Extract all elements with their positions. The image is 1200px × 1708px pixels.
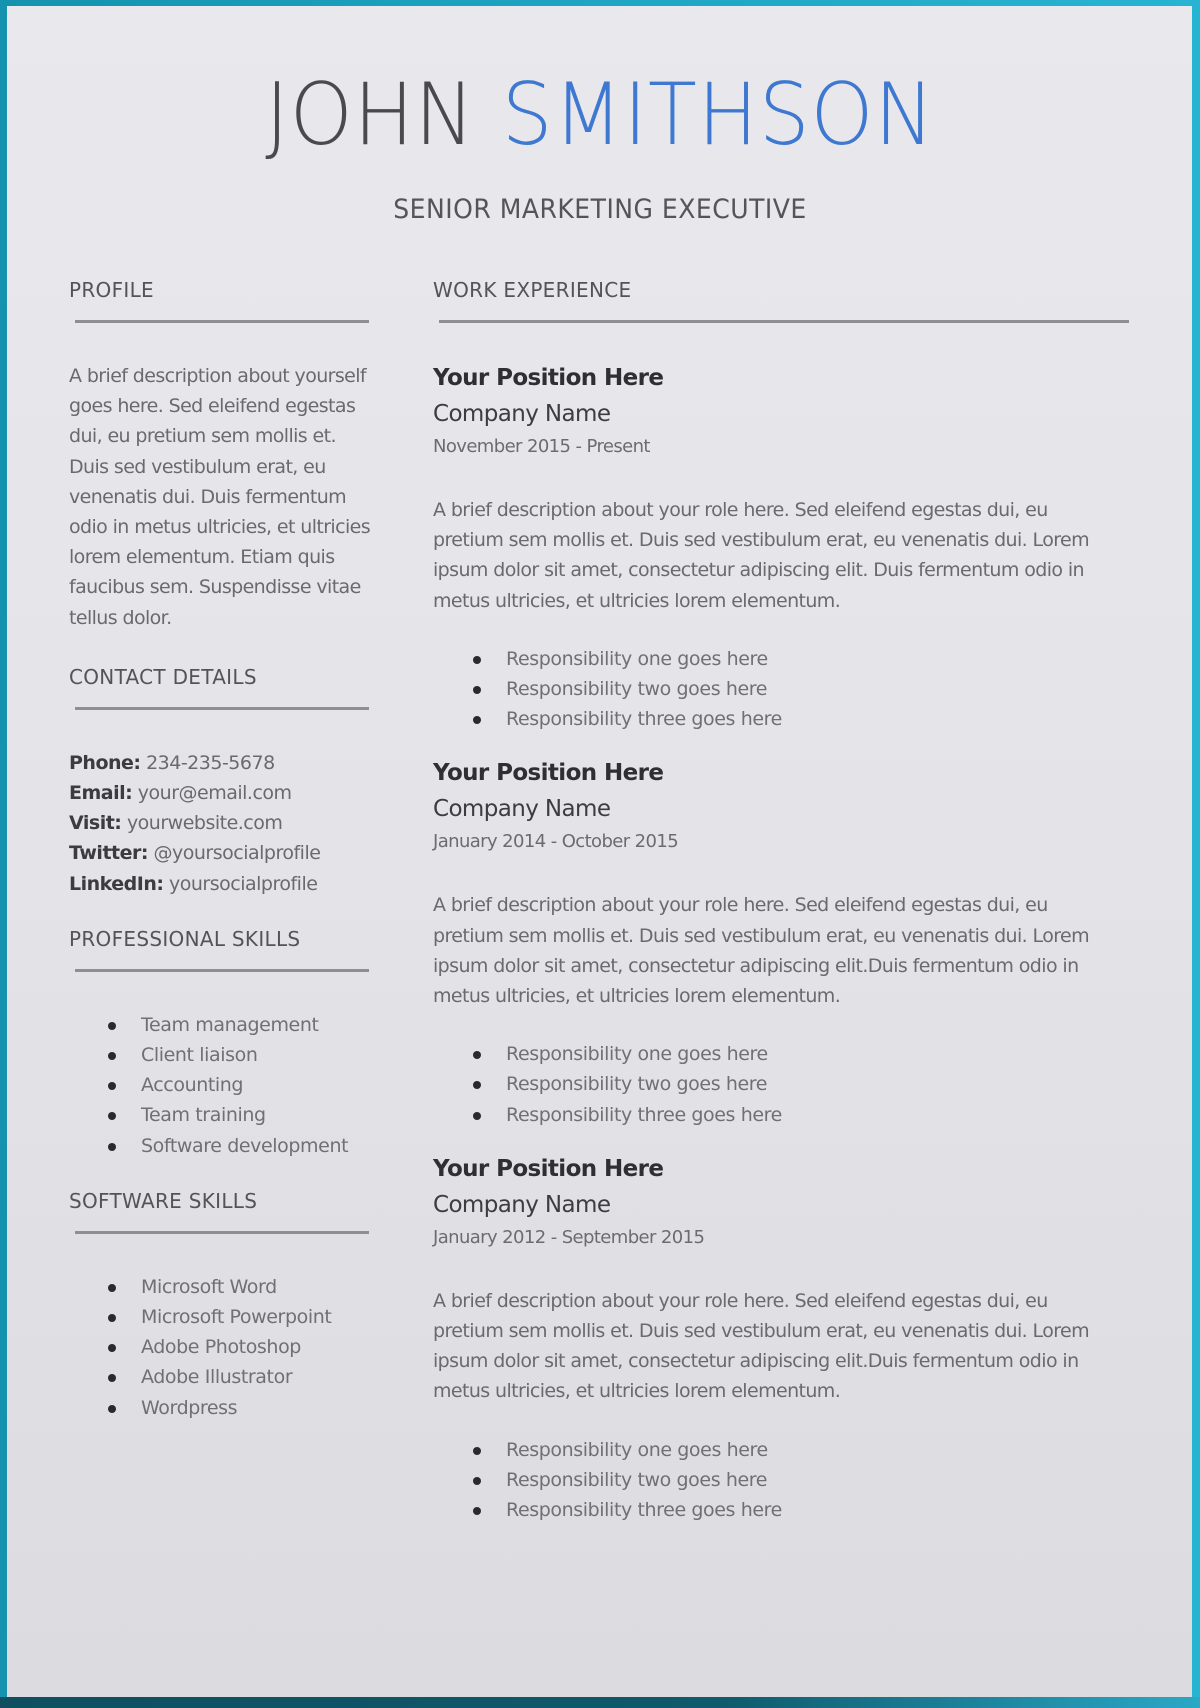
section-divider xyxy=(75,707,369,710)
professional-skills-heading: PROFESSIONAL SKILLS xyxy=(69,926,301,951)
list-item: Responsibility two goes here xyxy=(433,1465,1133,1495)
bullet-icon xyxy=(108,1082,116,1090)
software-skills-section xyxy=(69,1187,369,1423)
list-item: Accounting xyxy=(69,1070,369,1100)
work-experience-heading: WORK EXPERIENCE xyxy=(433,278,632,302)
job-company: Company Name xyxy=(433,1191,611,1218)
profile-heading: PROFILE xyxy=(69,278,154,302)
job-description: A brief description about your role here. Sed eleifend egestas dui, eu pretium sem mollis et. Duis sed vestibulum erat, eu venenatis dui. Lorem ipsum dolor sit amet, consectetur adipiscing elit.Duis fermentum odio in metus ultricies, et ultricies lorem elementum. xyxy=(433,1289,1090,1403)
first-name: JOHN xyxy=(265,65,476,165)
job-description: A brief description about your role here. Sed eleifend egestas dui, eu pretium sem mollis et. Duis sed vestibulum erat, eu venenatis dui. Lorem ipsum dolor sit amet, consectetur adipiscing elit. Duis fermentum odio in metus ultricies, et ultricies lorem elementum. xyxy=(433,499,1090,612)
right-column xyxy=(433,276,1133,1525)
job-position: Your Position Here xyxy=(433,365,664,391)
contact-twitter: Twitter: @yoursocialprofile xyxy=(69,842,321,865)
bullet-icon xyxy=(473,1051,481,1059)
bullet-icon xyxy=(108,1112,116,1120)
section-divider xyxy=(75,1231,369,1234)
list-item: Team management xyxy=(69,1010,369,1040)
list-item: Responsibility three goes here xyxy=(433,1100,1133,1130)
job-entry xyxy=(433,756,1133,1129)
list-item: Responsibility one goes here xyxy=(433,1435,1133,1465)
bullet-icon xyxy=(473,1477,481,1485)
list-item: Team training xyxy=(69,1100,369,1130)
list-item: Client liaison xyxy=(69,1040,369,1070)
job-dates: January 2012 - September 2015 xyxy=(433,1226,705,1248)
bullet-icon xyxy=(473,656,481,664)
list-item: Adobe Photoshop xyxy=(69,1332,369,1362)
responsibilities-list xyxy=(433,1039,1133,1130)
software-skills-list xyxy=(69,1272,369,1423)
bullet-icon xyxy=(473,1447,481,1455)
job-title-headline: SENIOR MARKETING EXECUTIVE xyxy=(393,194,807,225)
bullet-icon xyxy=(473,1112,481,1120)
responsibilities-list xyxy=(433,644,1133,735)
bullet-icon xyxy=(108,1314,116,1322)
bullet-icon xyxy=(473,1507,481,1515)
list-item: Software development xyxy=(69,1131,369,1161)
contact-phone: Phone: 234-235-5678 xyxy=(69,751,275,774)
list-item: Wordpress xyxy=(69,1393,369,1423)
left-column xyxy=(69,276,369,1423)
candidate-name xyxy=(265,60,935,170)
job-position: Your Position Here xyxy=(433,760,664,787)
list-item: Microsoft Word xyxy=(69,1272,369,1302)
section-divider xyxy=(439,320,1129,323)
job-company: Company Name xyxy=(433,796,611,823)
bullet-icon xyxy=(108,1344,116,1352)
contact-email: Email: your@email.com xyxy=(69,782,292,805)
list-item: Responsibility three goes here xyxy=(433,1495,1133,1525)
contact-section xyxy=(69,663,369,899)
professional-skills-section xyxy=(69,925,369,1161)
section-divider xyxy=(75,320,369,323)
list-item: Responsibility two goes here xyxy=(433,674,1133,704)
responsibilities-list xyxy=(433,1435,1133,1526)
bullet-icon xyxy=(108,1143,116,1151)
job-entry xyxy=(433,1152,1133,1525)
contact-linkedin: LinkedIn: yoursocialprofile xyxy=(69,872,318,895)
bullet-icon xyxy=(108,1374,116,1382)
last-name: SMITHSON xyxy=(501,65,935,165)
bullet-icon xyxy=(108,1405,116,1413)
job-company: Company Name xyxy=(433,401,611,427)
contact-list xyxy=(69,748,369,899)
bullet-icon xyxy=(108,1284,116,1292)
contact-heading: CONTACT DETAILS xyxy=(69,664,257,689)
list-item: Adobe Illustrator xyxy=(69,1362,369,1392)
job-dates: January 2014 - October 2015 xyxy=(433,831,679,853)
background-bottom-strip xyxy=(0,1697,1200,1708)
bullet-icon xyxy=(108,1022,116,1030)
professional-skills-list xyxy=(69,1010,369,1161)
list-item: Microsoft Powerpoint xyxy=(69,1302,369,1332)
section-divider xyxy=(75,969,369,972)
resume-header xyxy=(0,60,1200,225)
job-position: Your Position Here xyxy=(433,1155,664,1182)
software-skills-heading: SOFTWARE SKILLS xyxy=(69,1188,258,1213)
job-description: A brief description about your role here. Sed eleifend egestas dui, eu pretium sem mollis et. Duis sed vestibulum erat, eu venenatis dui. Lorem ipsum dolor sit amet, consectetur adipiscing elit.Duis fermentum odio in metus ultricies, et ultricies lorem elementum. xyxy=(433,894,1090,1008)
bullet-icon xyxy=(473,686,481,694)
list-item: Responsibility three goes here xyxy=(433,704,1133,734)
job-entry xyxy=(433,361,1133,734)
profile-section xyxy=(69,276,369,633)
bullet-icon xyxy=(473,1081,481,1089)
list-item: Responsibility two goes here xyxy=(433,1069,1133,1099)
list-item: Responsibility one goes here xyxy=(433,1039,1133,1069)
bullet-icon xyxy=(108,1052,116,1060)
profile-text: A brief description about yourself goes here. Sed eleifend egestas dui, eu pretium sem mollis et. Duis sed vestibulum erat, eu venenatis dui. Duis fermentum odio in metus ultricies, et ultricies lorem elementum. Etiam quis faucibus sem. Suspendisse vitae tellus dolor. xyxy=(69,365,371,629)
bullet-icon xyxy=(473,716,481,724)
contact-website: Visit: yourwebsite.com xyxy=(69,812,283,835)
job-dates: November 2015 - Present xyxy=(433,436,650,457)
list-item: Responsibility one goes here xyxy=(433,644,1133,674)
